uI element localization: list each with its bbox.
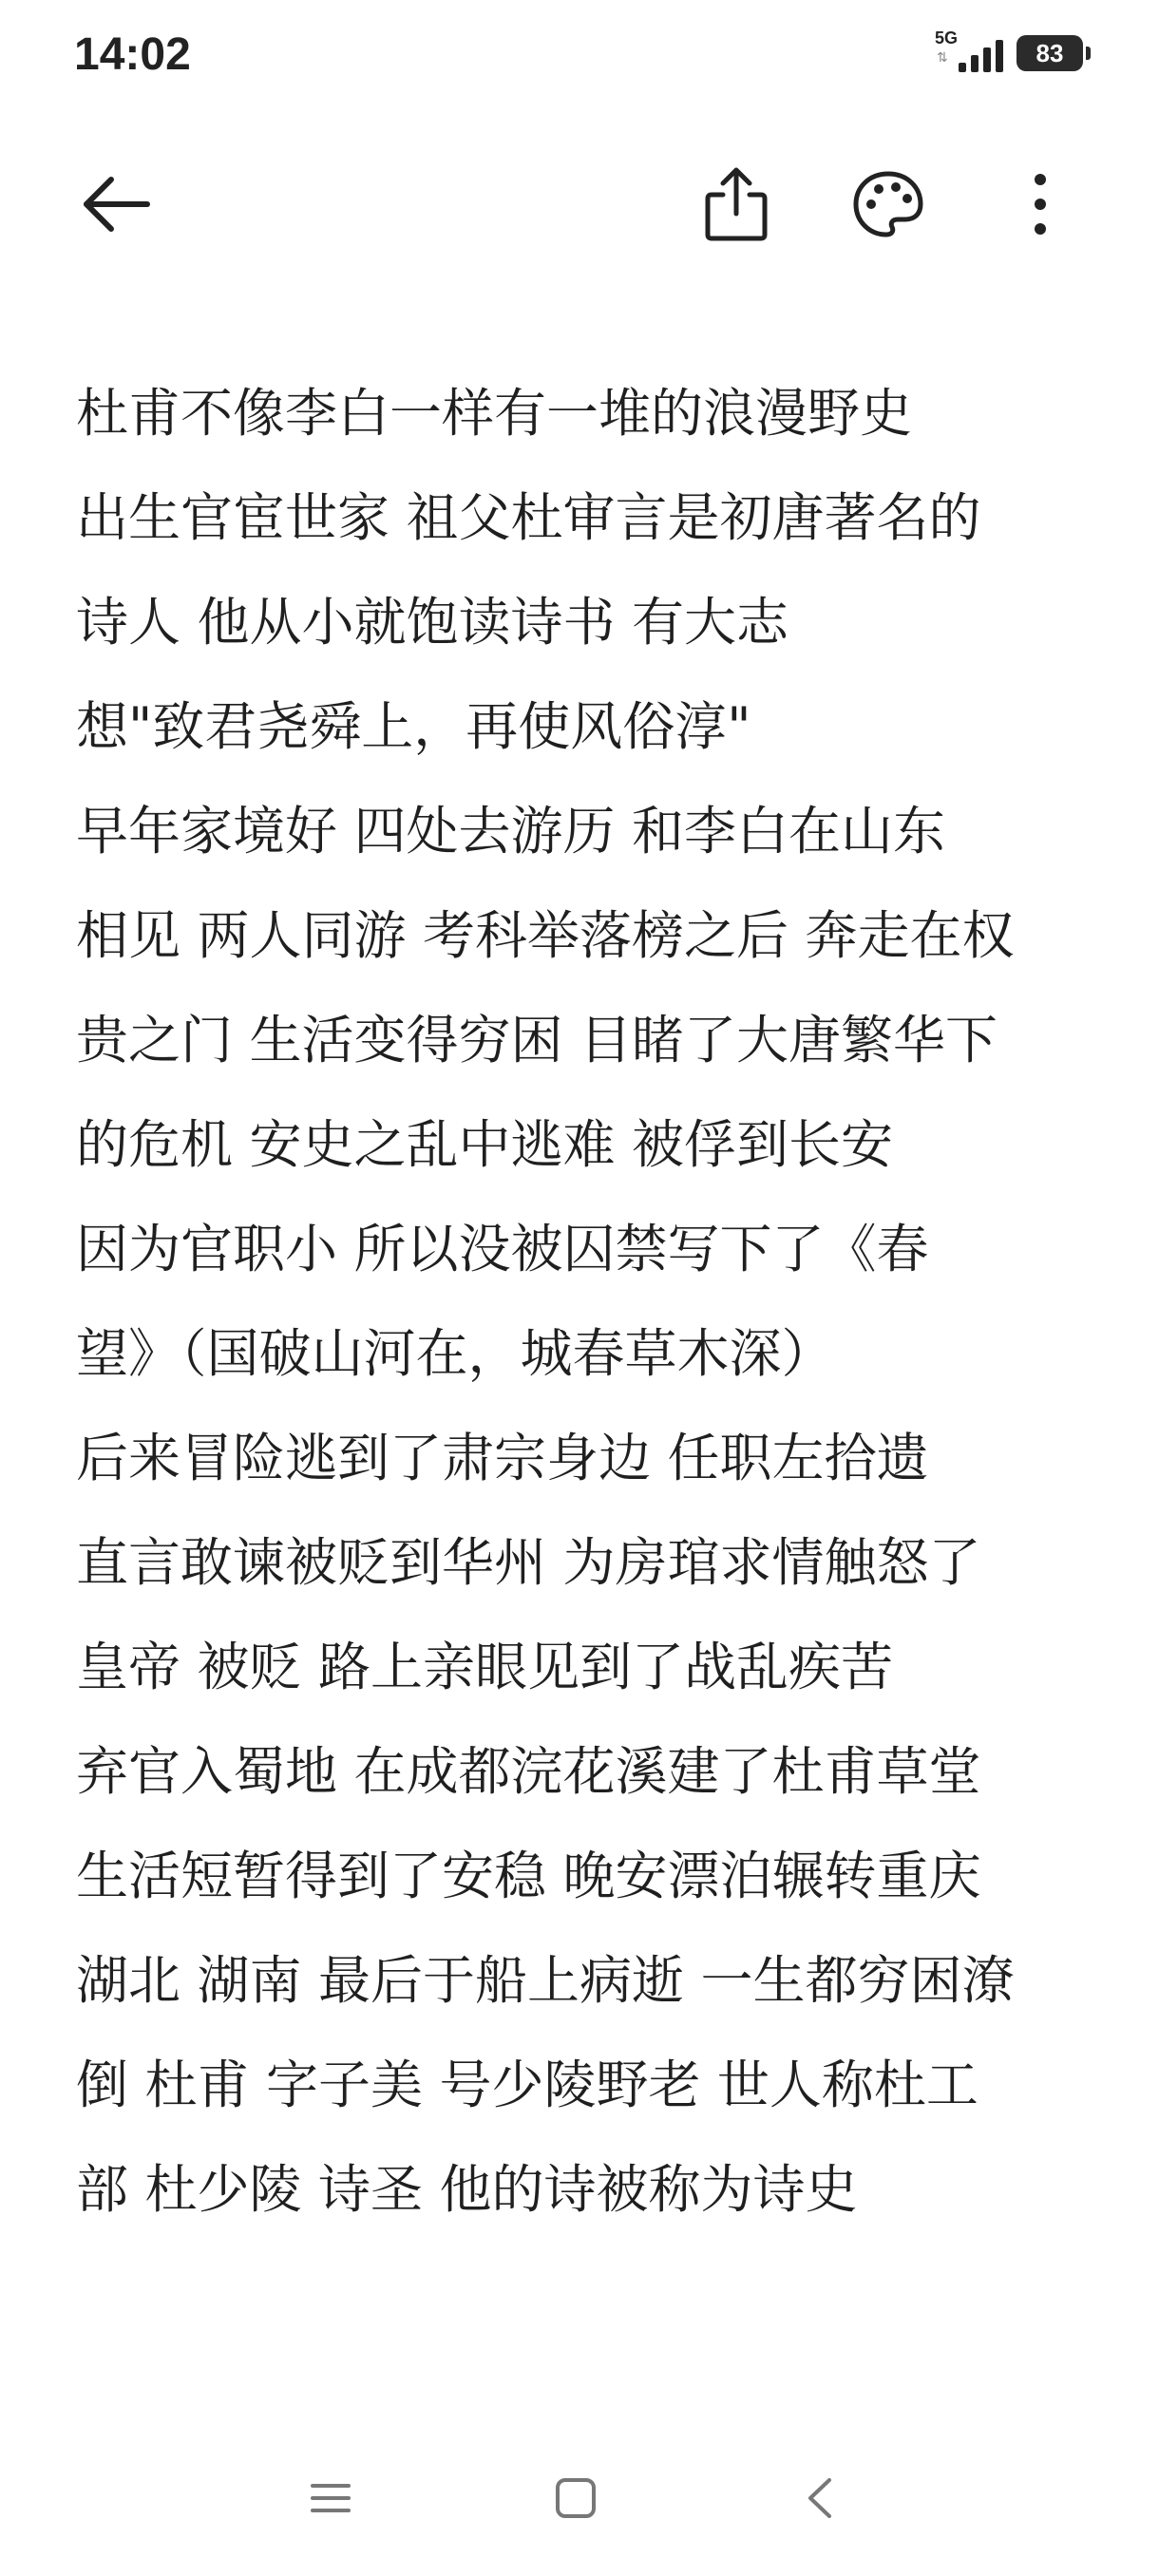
note-line: 诗人 他从小就饱读诗书 有大志 bbox=[76, 592, 788, 653]
data-activity-icon: ⇅ bbox=[937, 50, 948, 66]
system-nav-bar bbox=[0, 2451, 1159, 2546]
note-line: 因为官职小 所以没被囚禁写下了《春 bbox=[76, 1219, 929, 1279]
note-line: 皇帝 被贬 路上亲眼见到了战乱疾苦 bbox=[76, 1637, 893, 1697]
share-button[interactable] bbox=[694, 161, 779, 247]
note-line: 生活短暂得到了安稳 晚安漂泊辗转重庆 bbox=[76, 1846, 981, 1906]
home-button[interactable] bbox=[538, 2460, 614, 2536]
note-line: 相见 两人同游 考科举落榜之后 奔走在权 bbox=[76, 905, 1015, 966]
back-icon bbox=[797, 2474, 845, 2522]
signal-bars-icon bbox=[959, 40, 1003, 72]
note-line: 湖北 湖南 最后于船上病逝 一生都穷困潦 bbox=[76, 1950, 1015, 2011]
menu-icon bbox=[307, 2474, 354, 2522]
status-bar bbox=[0, 0, 1159, 114]
note-line: 的危机 安史之乱中逃难 被俘到长安 bbox=[76, 1114, 893, 1175]
more-options-button[interactable] bbox=[998, 161, 1083, 247]
status-indicators bbox=[935, 30, 1083, 76]
note-line: 弃官入蜀地 在成都浣花溪建了杜甫草堂 bbox=[76, 1741, 981, 1802]
note-toolbar bbox=[0, 142, 1159, 266]
note-line: 倒 杜甫 字子美 号少陵野老 世人称杜工 bbox=[76, 2055, 978, 2115]
signal-icon bbox=[935, 30, 1003, 76]
note-content[interactable] bbox=[76, 361, 1102, 2242]
battery-icon bbox=[1016, 35, 1083, 71]
note-line: 早年家境好 四处去游历 和李白在山东 bbox=[76, 801, 945, 862]
home-icon bbox=[552, 2474, 599, 2522]
note-line: 部 杜少陵 诗圣 他的诗被称为诗史 bbox=[76, 2159, 858, 2220]
note-line: 杜甫不像李白一样有一堆的浪漫野史 bbox=[76, 383, 913, 444]
network-type: 5G bbox=[935, 28, 959, 47]
share-icon bbox=[700, 164, 772, 244]
system-back-button[interactable] bbox=[783, 2460, 859, 2536]
note-line: 直言敢谏被贬到华州 为房琯求情触怒了 bbox=[76, 1532, 981, 1593]
battery-level: 83 bbox=[1036, 38, 1064, 67]
theme-button[interactable] bbox=[846, 161, 931, 247]
note-line: 望》（国破山河在，城春草木深） bbox=[76, 1323, 834, 1384]
more-vert-icon bbox=[1026, 166, 1054, 242]
note-line: 贵之门 生活变得穷困 目睹了大唐繁华下 bbox=[76, 1010, 998, 1070]
recent-apps-button[interactable] bbox=[293, 2460, 369, 2536]
back-arrow-icon bbox=[79, 166, 155, 242]
status-time: 14:02 bbox=[74, 29, 191, 80]
back-button[interactable] bbox=[74, 161, 160, 247]
note-line: 后来冒险逃到了肃宗身边 任职左拾遗 bbox=[76, 1428, 929, 1488]
note-line: 出生官宦世家 祖父杜审言是初唐著名的 bbox=[76, 487, 981, 548]
note-line: 想"致君尧舜上，再使风俗淳" bbox=[76, 696, 751, 757]
palette-icon bbox=[850, 166, 926, 242]
